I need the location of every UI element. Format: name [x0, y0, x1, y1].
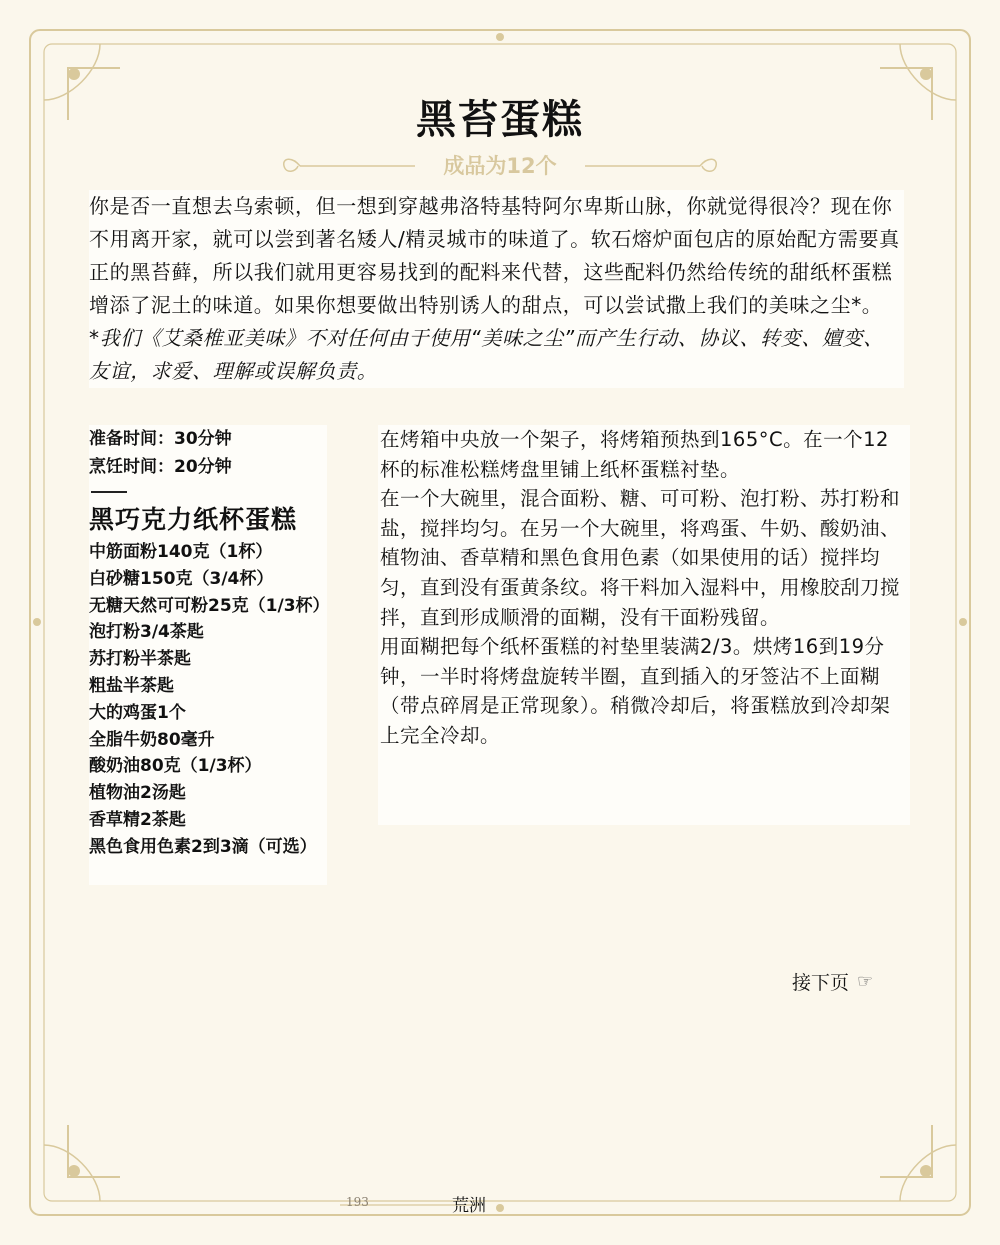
- section-heading: 黑巧克力纸杯蛋糕: [89, 505, 298, 534]
- page-number: 193: [346, 1195, 369, 1209]
- ingredient-item: 苏打粉半茶匙: [89, 649, 191, 670]
- ingredient-item: 粗盐半茶匙: [89, 675, 174, 696]
- ingredient-item: 泡打粉3/4茶匙: [89, 622, 204, 643]
- instructions-column: [378, 425, 910, 825]
- cook-time: 烹饪时间：20分钟: [89, 457, 232, 477]
- ingredient-item: 白砂糖150克（3/4杯）: [89, 568, 274, 589]
- ingredient-item: 黑色食用色素2到3滴（可选）: [89, 836, 317, 857]
- instruction-step: 在一个大碗里，混合面粉、糖、可可粉、泡打粉、苏打粉和盐，搅拌均匀。在另一个大碗里，将鸡蛋、牛奶、酸奶油、植物油、香草精和黑色食用色素（如果使用的话）搅拌均匀，直到没有蛋黄条纹。将干料加入湿料中，用橡胶刮刀搅拌，直到形成顺滑的面糊，没有干面粉残留。: [380, 487, 901, 629]
- ingredient-item: 无糖天然可可粉25克（1/3杯）: [89, 595, 330, 616]
- disclaimer-note: *我们《艾桑椎亚美味》不对任何由于使用“美味之尘”而产生行动、协议、转变、嬗变、友谊，求爱、理解或误解负责。: [89, 326, 884, 383]
- next-page-link[interactable]: [792, 968, 873, 995]
- ingredients-column: [89, 425, 330, 885]
- ingredient-item: 香草精2茶匙: [89, 809, 186, 830]
- intro-text: [89, 190, 904, 388]
- divider: [91, 491, 127, 493]
- footer-label: 荒洲: [452, 1196, 486, 1216]
- pointing-hand-icon: ☞: [857, 971, 874, 992]
- instruction-step: 用面糊把每个纸杯蛋糕的衬垫里装满2/3。烘烤16到19分钟，一半时将烤盘旋转半圈，直到插入的牙签沾不上面糊（带点碎屑是正常现象）。稍微冷却后，将蛋糕放到冷却架上完全冷却。: [380, 635, 891, 747]
- next-page-label: 接下页: [792, 972, 850, 994]
- ingredient-item: 全脂牛奶80毫升: [89, 729, 215, 750]
- ingredient-item: 酸奶油80克（1/3杯）: [89, 756, 262, 777]
- ingredient-list: [89, 539, 330, 861]
- yield-row: [0, 150, 1000, 180]
- intro-body: 你是否一直想去乌索顿，但一想到穿越弗洛特基特阿尔卑斯山脉，你就觉得很冷？现在你不用离开家，就可以尝到著名矮人/精灵城市的味道了。软石熔炉面包店的原始配方需要真正的黑苔藓，所以我们就用更容易找到的配料来代替，这些配料仍然给传统的甜纸杯蛋糕增添了泥土的味道。如果你想要做出特别诱人的甜点，可以尝试撒上我们的美味之尘*。: [89, 194, 900, 317]
- ingredient-item: 大的鸡蛋1个: [89, 702, 186, 723]
- instruction-step: 在烤箱中央放一个架子，将烤箱预热到165°C。在一个12杯的标准松糕烤盘里铺上纸杯蛋糕衬垫。: [380, 428, 889, 481]
- ingredient-item: 植物油2汤匙: [89, 783, 186, 804]
- recipe-title: 黑苔蛋糕: [416, 97, 584, 143]
- ingredient-item: 中筋面粉140克（1杯）: [89, 542, 273, 562]
- yield-label: 成品为12个: [443, 154, 557, 178]
- prep-time: 准备时间：30分钟: [89, 429, 232, 449]
